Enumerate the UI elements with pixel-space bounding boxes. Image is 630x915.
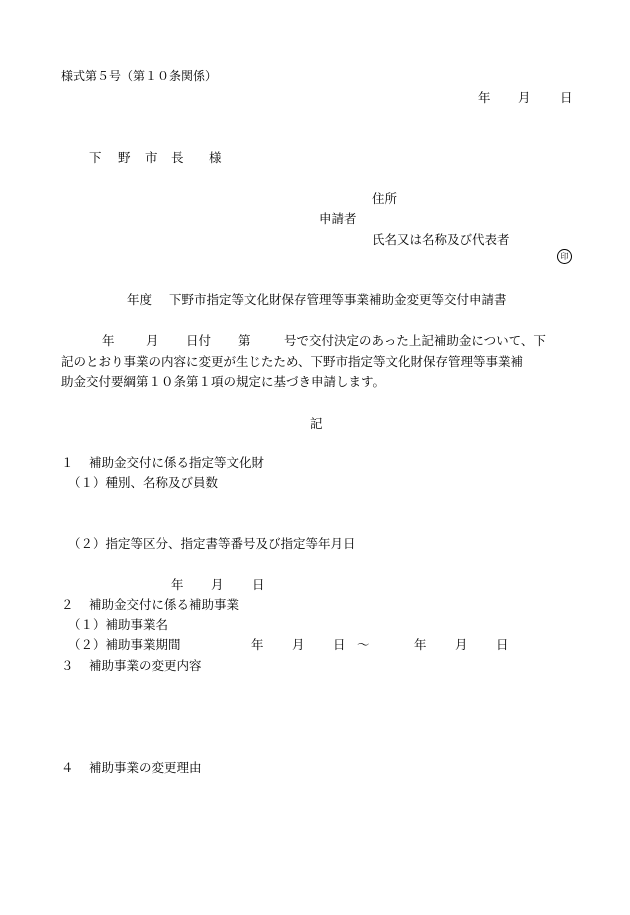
address-label: 住所 <box>372 191 398 206</box>
section-2-number: ２ <box>61 597 74 612</box>
section-2-2-month-end: 月 <box>455 637 468 652</box>
section-2-2-year-start: 年 <box>251 637 264 652</box>
section-3-title: 補助事業の変更内容 <box>89 658 202 673</box>
form-number: 様式第５号（第１０条関係） <box>61 69 218 83</box>
date-month-label: 月 <box>518 90 531 105</box>
body-line1-day: 日付 <box>186 333 212 348</box>
section-3-number: ３ <box>61 658 74 673</box>
body-line2: 記のとおり事業の内容に変更が生じたため、下野市指定等文化財保存管理等事業補 <box>61 354 524 369</box>
section-2-2: （２）補助事業期間 <box>68 637 181 652</box>
section-4-title: 補助事業の変更理由 <box>89 760 202 775</box>
body-line1-month: 月 <box>146 333 159 348</box>
seal-icon: 印 <box>557 249 572 264</box>
section-1-2: （２）指定等区分、指定書等番号及び指定等年月日 <box>68 536 356 551</box>
section-2-2-day-end: 日 <box>496 637 509 652</box>
seal-mark <box>549 232 572 264</box>
addressee-char-2: 野 <box>118 150 131 165</box>
section-2-2-day-start: 日 <box>333 637 346 652</box>
body-line3: 助金交付要綱第１０条第１項の規定に基づき申請します。 <box>61 374 386 389</box>
body-line1-year: 年 <box>102 333 115 348</box>
section-1-1: （１）種別、名称及び員数 <box>68 475 219 490</box>
section-1-2-day: 日 <box>252 577 265 592</box>
section-1-2-month: 月 <box>211 577 224 592</box>
section-2-title: 補助金交付に係る補助事業 <box>89 597 240 612</box>
addressee-honorific: 様 <box>209 150 222 165</box>
ki-marker: 記 <box>310 416 323 431</box>
addressee-char-1: 下 <box>89 150 102 165</box>
addressee-char-4: 長 <box>171 150 184 165</box>
applicant-label: 申請者 <box>319 211 357 226</box>
section-1-number: １ <box>61 455 74 470</box>
body-line1-rest: 号で交付決定のあった上記補助金について、下 <box>284 333 546 348</box>
document-title: 下野市指定等文化財保存管理等事業補助金変更等交付申請書 <box>169 292 507 307</box>
section-1-2-year: 年 <box>171 577 184 592</box>
section-2-2-tilde: ～ <box>357 637 370 652</box>
title-nendo: 年度 <box>127 292 153 307</box>
name-label: 氏名又は名称及び代表者 <box>372 232 510 247</box>
addressee-char-3: 市 <box>145 150 158 165</box>
section-1-title: 補助金交付に係る指定等文化財 <box>89 455 265 470</box>
section-4-number: ４ <box>61 760 74 775</box>
section-2-1: （１）補助事業名 <box>68 617 169 632</box>
body-line1-dai: 第 <box>238 333 251 348</box>
section-2-2-year-end: 年 <box>414 637 427 652</box>
date-year-label: 年 <box>478 90 491 105</box>
date-day-label: 日 <box>560 90 573 105</box>
section-2-2-month-start: 月 <box>292 637 305 652</box>
